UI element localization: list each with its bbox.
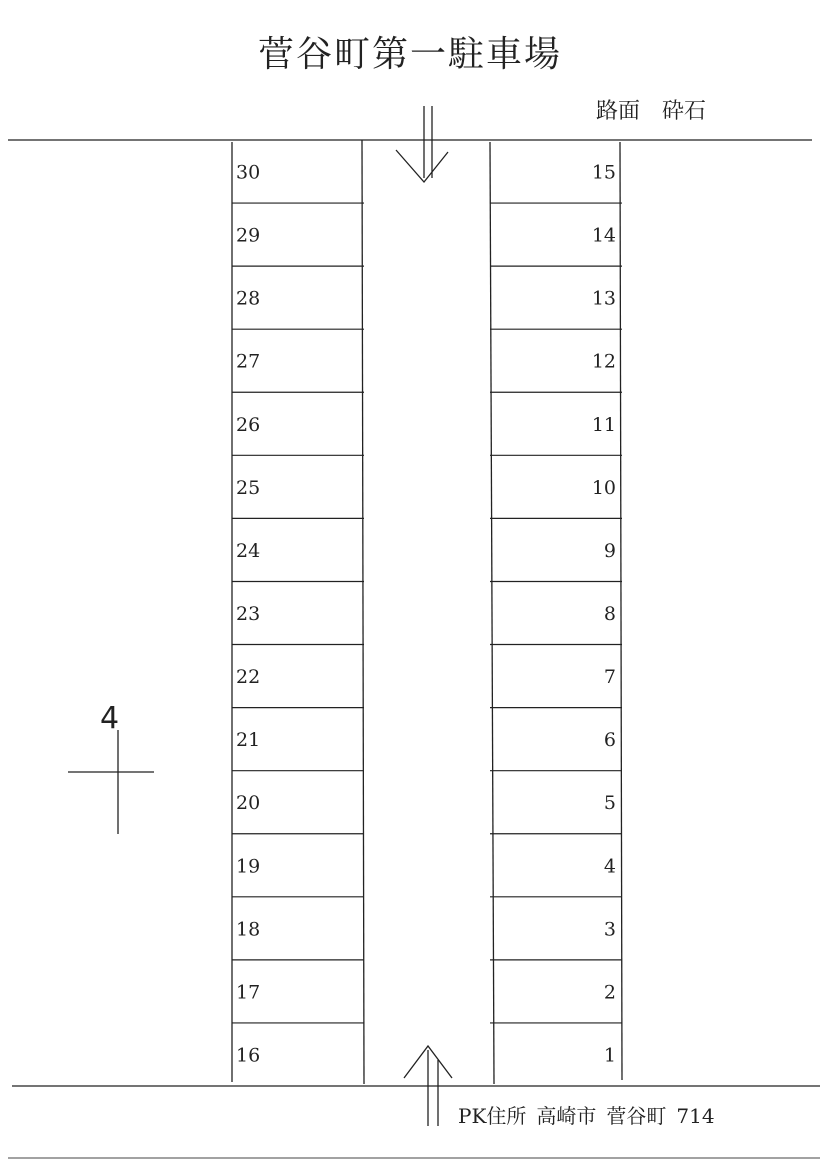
- left-stall-number: 26: [236, 413, 261, 436]
- right-stall-number: 10: [591, 476, 616, 499]
- road-surface-label: 路面: [596, 99, 641, 124]
- left-stall-number: 29: [236, 224, 261, 247]
- right-stall-number: 8: [603, 603, 616, 625]
- right-stall-number: 6: [603, 729, 616, 752]
- right-stall-number: 11: [591, 413, 616, 436]
- entry-arrow: [396, 106, 448, 182]
- left-stall-number: 24: [236, 539, 261, 562]
- right-stall-number: 12: [591, 350, 616, 373]
- page-title: 菅谷町第一駐車場: [257, 34, 562, 75]
- right-stall-number: 3: [603, 918, 616, 941]
- left-stall-number: 25: [236, 476, 261, 499]
- right-stall-number: 15: [591, 161, 616, 184]
- address-number: 714: [676, 1104, 715, 1128]
- right-stall-number: 5: [603, 792, 616, 815]
- right-stall-dividers: [490, 203, 622, 1023]
- right-stall-number: 1: [603, 1044, 616, 1067]
- left-block-inner-line: [362, 140, 364, 1084]
- left-stall-number: 22: [236, 666, 261, 689]
- north-indicator-label: 4: [100, 701, 120, 736]
- right-stall-number: 7: [603, 666, 616, 689]
- left-stall-number: 20: [236, 792, 261, 815]
- left-stall-number: 18: [236, 918, 261, 941]
- right-stall-number: 13: [591, 287, 616, 310]
- right-stall-number: 4: [603, 855, 616, 878]
- address-town: 菅谷町: [606, 1104, 667, 1128]
- parking-address: [458, 1100, 715, 1129]
- right-stall-number: 14: [591, 224, 616, 247]
- left-stall-number: 23: [236, 603, 261, 625]
- road-surface-value: 砕石: [662, 99, 707, 124]
- left-stall-number: 21: [236, 729, 261, 752]
- left-stall-number: 30: [236, 161, 261, 184]
- left-stall-labels: [236, 162, 260, 1067]
- left-stall-number: 19: [236, 855, 261, 878]
- left-stall-number: 17: [236, 981, 261, 1004]
- address-prefix: PK住所: [458, 1104, 527, 1128]
- right-stall-labels: [592, 162, 616, 1067]
- address-city: 高崎市: [536, 1104, 597, 1128]
- left-stall-number: 28: [236, 287, 261, 310]
- right-stall-number: 2: [603, 981, 616, 1004]
- right-block-outer-line: [620, 142, 622, 1080]
- left-stall-number: 16: [236, 1044, 261, 1067]
- north-indicator: [68, 701, 154, 834]
- right-stall-number: 9: [603, 539, 616, 562]
- right-block-inner-line: [490, 142, 494, 1084]
- left-stall-number: 27: [236, 350, 261, 373]
